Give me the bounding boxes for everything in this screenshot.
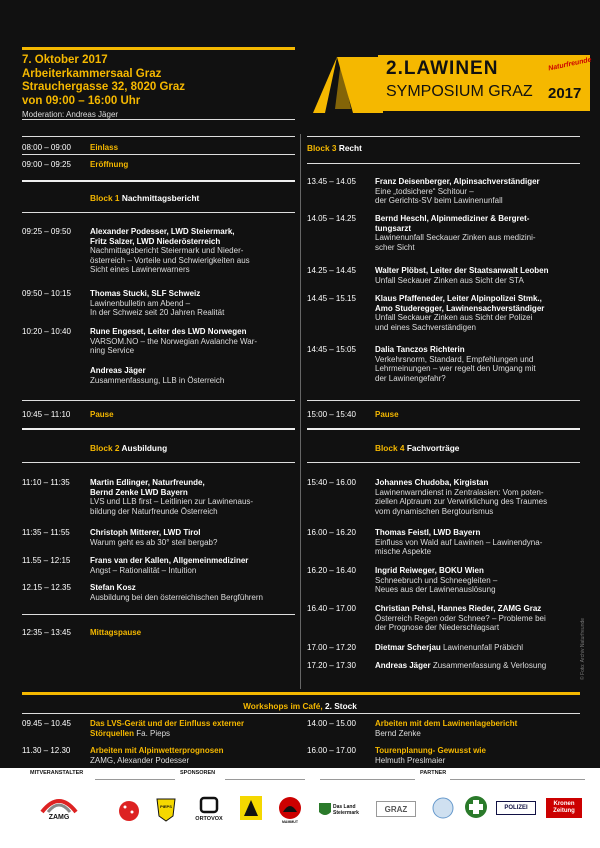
pause-row: 15:00 – 15:40 Pause (307, 410, 399, 419)
left-rule-2 (22, 180, 295, 182)
event-info (22, 54, 185, 122)
right-rule-2 (307, 400, 580, 401)
mountain-rescue-logo-icon (464, 795, 488, 819)
left-rule-1 (22, 154, 295, 155)
opening-row-1 (22, 143, 295, 153)
ortovox-logo-text: ORTOVOX (195, 816, 223, 822)
footer-rule (450, 779, 585, 780)
block-1-heading: Block 1 Nachmittagsbericht (90, 193, 200, 203)
block-3-item: 14.25 – 14.45 Walter Plöbst, Leiter der Staatsanwalt Leoben Unfall Seckauer Zinken aus Sicht der STA (307, 266, 549, 285)
opening-time: 08:00 – 09:00 (22, 143, 71, 152)
workshop-item: 16.00 – 17.00 Tourenplanung- Gewusst wie Helmuth Preslmaier (307, 746, 486, 765)
workshops-title: Workshops im Café, 2. Stock (243, 701, 357, 711)
photo-credit: © Foto: Archiv Naturfreunde (580, 617, 586, 680)
block-1-item: 09:25 – 09:50 Alexander Podesser, LWD Steiermark, Fritz Salzer, LWD Niederösterreich Nachmittagsbericht Steiermark und Nieder- österreich – Vorteile und Schwierigkeiten aus Sicht eines Lawinenwarners (22, 227, 250, 275)
block-4-heading: Block 4 Fachvorträge (375, 443, 460, 453)
workshop-item: 11.30 – 12.30 Arbeiten mit Alpinwetterprognosen ZAMG, Alexander Podesser (22, 746, 224, 765)
footer-rule (225, 779, 305, 780)
steiermark-logo-icon (318, 802, 332, 818)
steiermark-logo-text: Das Land Steiermark (333, 804, 359, 816)
left-rule-0 (22, 136, 295, 137)
opening-time: 09:00 – 09:25 (22, 160, 71, 169)
left-rule-3 (22, 212, 295, 213)
lunch-row: 12:35 – 13:45 Mittagspause (22, 628, 142, 637)
pieps-logo-text: PIEPS (160, 804, 172, 809)
workshop-top-bar (22, 692, 580, 695)
sponsoren-label: SPONSOREN (180, 770, 216, 776)
header-top-bar (22, 47, 295, 50)
block-2-heading: Block 2 Ausbildung (90, 443, 168, 453)
logo-subtitle: SYMPOSIUM GRAZ (386, 83, 533, 100)
block-1-item: 10:20 – 10:40 Rune Engeset, Leiter des LWD Norwegen VARSOM.NO – the Norwegian Avalanche War- ning Service (22, 327, 258, 356)
event-time: von 09:00 – 16:00 Uhr (22, 94, 141, 107)
pieps-logo-icon (156, 798, 176, 822)
partner-seal-icon (432, 797, 454, 819)
block-3-item: 14:45 – 15:05 Dalia Tanczos Richterin Verkehrsnorm, Standard, Empfehlungen und Lehrmeinungen – wer regelt den Umgang mit der Lawinengefahr? (307, 345, 536, 383)
footer-rule (110, 779, 175, 780)
kronen-zeitung-logo-text: Kronen Zeitung (546, 798, 582, 818)
event-date: 7. Oktober 2017 (22, 54, 108, 66)
column-divider (300, 134, 301, 689)
block-3-item: 14.05 – 14.25 Bernd Heschl, Alpinmediziner & Bergret- tungsarzt Lawinenunfall Seckauer Zinken aus medizini- scher Sicht (307, 214, 536, 252)
block-4-item: 17.00 – 17.20 Dietmar Scherjau Lawinenunfall Präbichl (307, 643, 524, 652)
mammut-logo-text: MAMMUT (282, 820, 298, 824)
left-rule-6 (22, 462, 295, 463)
polizei-logo-text: POLIZEI (496, 801, 536, 815)
block-4-item: 15:40 – 16.00 Johannes Chudoba, Kirgistan Lawinenwarndienst in Zentralasien: Vom poten- ziellen Alptraum zur Verwirklichung des Traumes vom dynamischen Bergtourismus (307, 478, 548, 516)
block-4-item: 17.20 – 17.30 Andreas Jäger Zusammenfassung & Verlosung (307, 661, 547, 670)
block-1-item: 09:50 – 10:15 Thomas Stucki, SLF Schweiz Lawinenbulletin am Abend – In der Schweiz seit 20 Jahren Realität (22, 289, 225, 318)
mountain-logo-icon (305, 53, 383, 115)
zamg-logo-text: ZAMG (48, 814, 70, 821)
opening-label: Eröffnung (90, 160, 129, 169)
block-2-item: 11:35 – 11:55 Christoph Mitterer, LWD Tirol Warum geht es ab 30° steil bergab? (22, 528, 218, 547)
block-4-item: 16.00 – 16.20 Thomas Feistl, LWD Bayern Einfluss von Wald auf Lawinen – Lawinendyna- mische Aspekte (307, 528, 543, 557)
opening-row-2 (22, 160, 295, 170)
block-3-item: 14.45 – 15.15 Klaus Pfaffeneder, Leiter Alpinpolizei Stmk., Amo Studeregger, Lawinensachverständiger Unfall Seckauer Zinken aus Sicht der Polizei und eines Sachverständigen (307, 294, 545, 332)
opening-label: Einlass (90, 143, 119, 152)
mitveranstalter-label: MITVERANSTALTER (30, 770, 84, 776)
block-2-item: 12.15 – 12.35 Stefan Kosz Ausbildung bei den österreichischen Bergführern (22, 583, 263, 602)
workshop-rule (22, 713, 580, 714)
block-4-item: 16.20 – 16.40 Ingrid Reiweger, BOKU Wien Schneebruch und Schneegleiten – Neues aus der Lawinenauslösung (307, 566, 498, 595)
header-bottom-rule (22, 119, 295, 120)
footer-rule (320, 779, 415, 780)
ortovox-logo-icon (199, 796, 219, 814)
left-rule-4 (22, 400, 295, 401)
right-rule-0 (307, 136, 580, 137)
block-2-item: 11.55 – 12:15 Frans van der Kallen, Allgemeinmediziner Angst – Rationalität – Intuition (22, 556, 249, 575)
workshop-item: 14.00 – 15.00 Arbeiten mit dem Lawinenlagebericht Bernd Zenke (307, 719, 518, 738)
event-address: Strauchergasse 32, 8020 Graz (22, 81, 186, 93)
pause-row: 10:45 – 11:10 Pause (22, 410, 114, 419)
left-rule-7 (22, 614, 295, 615)
logo-title: 2.LAWINEN (386, 58, 499, 79)
naturfreunde-badge: Naturfreunde (547, 56, 593, 73)
logo-year: 2017 (548, 85, 582, 102)
right-rule-4 (307, 462, 580, 463)
moderation: Moderation: Andreas Jäger (22, 110, 119, 119)
right-rule-3 (307, 428, 580, 430)
left-rule-5 (22, 428, 295, 430)
right-rule-1 (307, 163, 580, 164)
block-3-heading: Block 3 Recht (307, 143, 362, 153)
block-3-item: 13.45 – 14.05 Franz Deisenberger, Alpinsachverständiger Eine „todsichere“ Schitour – der Gerichts-SV beim Lawinenunfall (307, 177, 540, 206)
block-4-item: 16.40 – 17.00 Christian Pehsl, Hannes Rieder, ZAMG Graz Österreich Regen oder Schnee? – Probleme bei der Prognose der Niederschlagsart (307, 604, 546, 633)
graz-logo-text: GRAZ (376, 801, 416, 817)
strawberry-logo-icon (118, 798, 140, 822)
event-venue: Arbeiterkammersaal Graz (22, 67, 162, 80)
sponsor-footer (0, 768, 600, 848)
fischer-logo-icon (240, 796, 262, 820)
block-1-item: Andreas Jäger Zusammenfassung, LLB in Österreich (90, 366, 225, 385)
zamg-logo-icon (38, 788, 80, 814)
mammut-logo-icon (278, 796, 302, 820)
block-2-item: 11:10 – 11:35 Martin Edlinger, Naturfreunde, Bernd Zenke LWD Bayern LVS und LLB first – Leitlinien zur Lawinenaus- bildung der Naturfreunde Österreich (22, 478, 254, 516)
workshop-item: 09.45 – 10.45 Das LVS-Gerät und der Einfluss externer Störquellen Fa. Pieps (22, 719, 245, 738)
partner-label: PARTNER (420, 770, 447, 776)
